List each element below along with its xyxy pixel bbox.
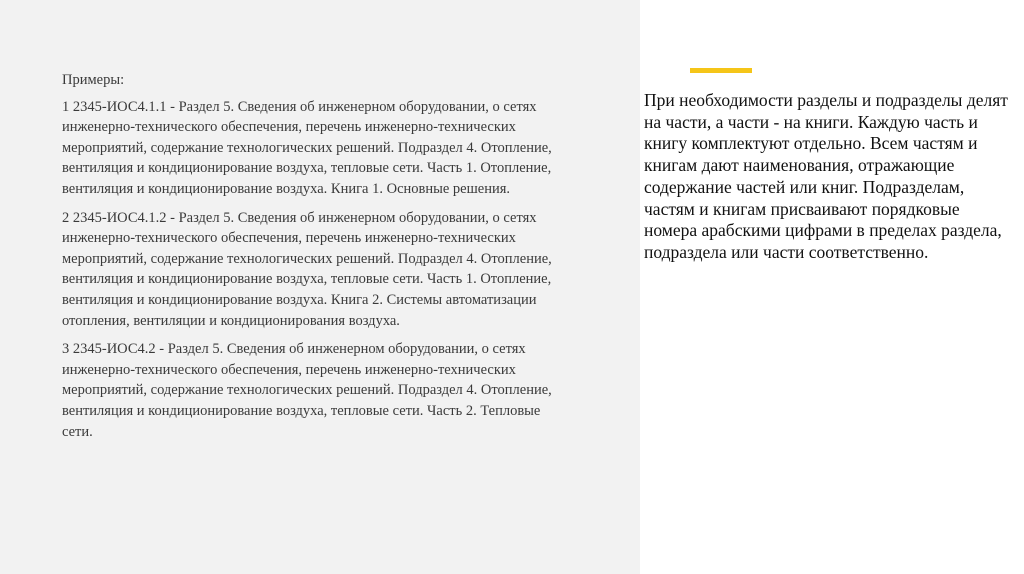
- example-item-3: 3 2345-ИОС4.2 - Раздел 5. Сведения об инженерном оборудовании, о сетях инженерно-технического обеспечения, перечень инженерно-технических мероприятий, содержание технологических решений. Подраздел 4. Отопление, вентиляция и кондиционирование воздуха, тепловые сети. Часть 2. Тепловые сети.: [62, 341, 552, 440]
- description-block: [644, 90, 1014, 264]
- example-item-1: 1 2345-ИОС4.1.1 - Раздел 5. Сведения об инженерном оборудовании, о сетях инженерно-технического обеспечения, перечень инженерно-технических мероприятий, содержание технологических решений. Подраздел 4. Отопление, вентиляция и кондиционирование воздуха, тепловые сети. Часть 1. Отопление, вентиляция и кондиционирование воздуха. Книга 1. Основные решения.: [62, 98, 552, 197]
- examples-heading: Примеры:: [62, 72, 125, 88]
- accent-bar: [690, 68, 752, 73]
- description-text: При необходимости разделы и подразделы делят на части, а части - на книги. Каждую часть и книгу комплектуют отдельно. Всем частям и книгам дают наименования, отражающие содержание частей или книг. Подразделам, частям и книгам присваивают порядковые номера арабскими цифрами в пределах раздела, подраздела или части соответственно.: [644, 90, 1008, 262]
- examples-block: [62, 70, 562, 450]
- example-item-2: 2 2345-ИОС4.1.2 - Раздел 5. Сведения об инженерном оборудовании, о сетях инженерно-технического обеспечения, перечень инженерно-технических мероприятий, содержание технологических решений. Подраздел 4. Отопление, вентиляция и кондиционирование воздуха, тепловые сети. Часть 1. Отопление, вентиляция и кондиционирование воздуха. Книга 2. Системы автоматизации отопления, вентиляции и кондиционирования воздуха.: [62, 209, 552, 329]
